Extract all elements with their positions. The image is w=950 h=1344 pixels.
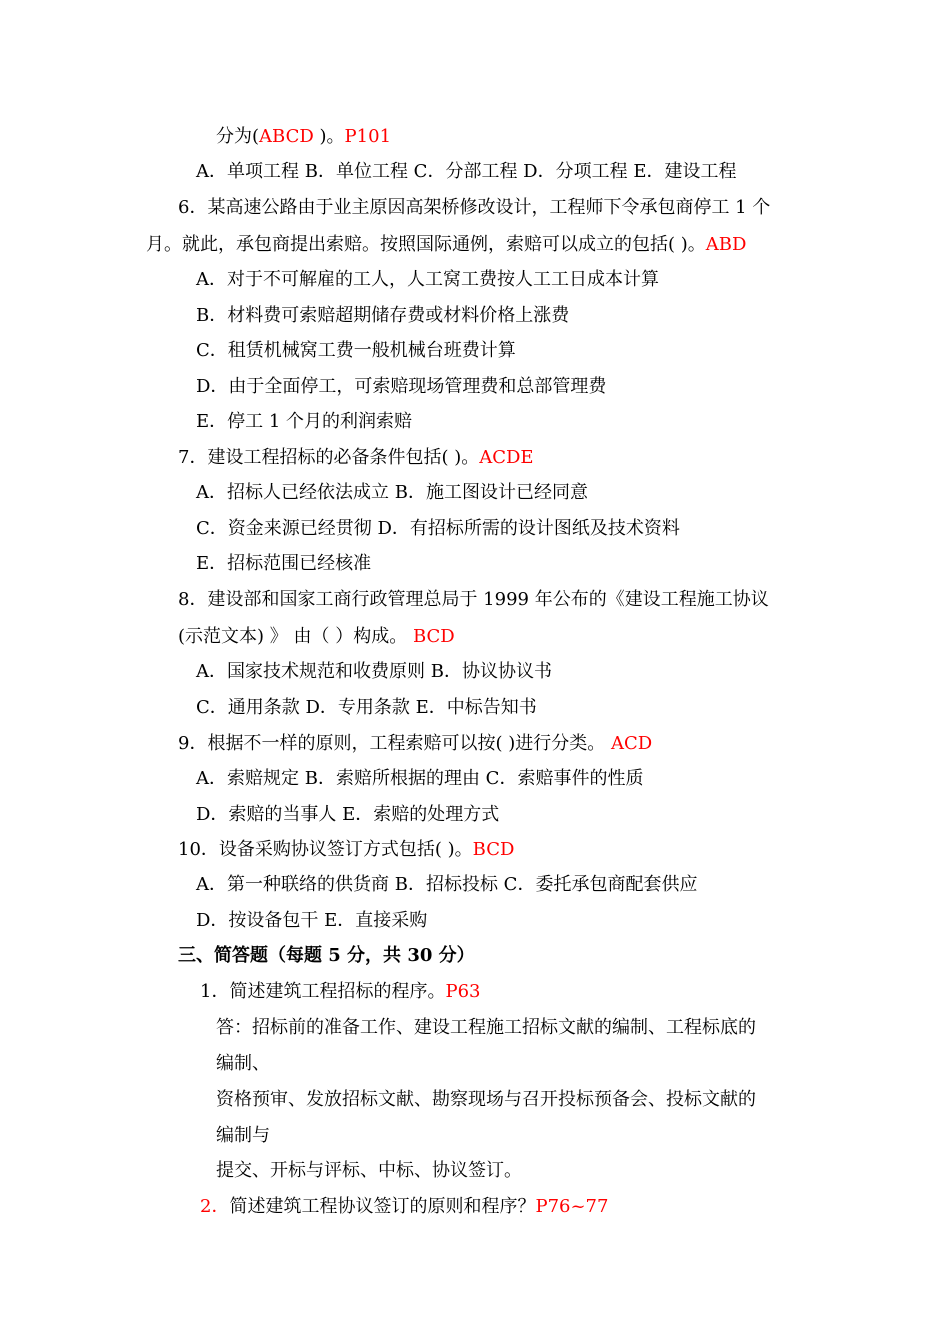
s3-q1-answer-line4: 编制与 [216,1125,270,1146]
q6-text: 月。就此，承包商提出索赔。按照国际通例，索赔可以成立的包括( )。 [146,234,706,255]
q9-text: 9．根据不一样的原则，工程索赔可以按( )进行分类。 [178,733,611,754]
q6-stem-line2 [146,233,746,257]
s3-q1-stem [200,980,480,1004]
s3-q1-page-ref: P63 [445,981,481,1002]
q7-text: 7．建设工程招标的必备条件包括( )。 [178,447,480,468]
section3-heading: 三、简答题（每题 5 分，共 30 分） [178,945,475,966]
q7-options-row3: E．招标范围已经核准 [196,553,372,574]
s3-q2-stem [200,1195,608,1219]
q10-options-row1: A．第一种联络的供货商 B．招标投标 C．委托承包商配套供应 [196,874,698,895]
q5-options: A．单项工程 B．单位工程 C．分部工程 D．分项工程 E．建设工程 [196,161,737,182]
q10-options-row2: D．按设备包干 E．直接采购 [196,910,428,931]
q6-answer: ABD [705,234,747,255]
q10-answer: BCD [472,839,515,860]
q5-stem-tail [216,125,391,149]
q5-text-end: )。 [313,126,345,147]
q6-option-d: D．由于全面停工，可索赔现场管理费和总部管理费 [196,376,607,397]
q8-answer: BCD [412,626,455,647]
q5-text: 分为( [216,126,260,147]
q8-text: (示范文本) 》 由（ ）构成。 [178,626,413,647]
q5-answer: ABCD [259,126,314,147]
s3-q2-page-ref: P76~77 [535,1196,609,1217]
q6-stem-line1: 6．某高速公路由于业主原因高架桥修改设计，工程师下令承包商停工 1 个 [178,197,771,218]
q6-option-a: A．对于不可解雇的工人，人工窝工费按人工工日成本计算 [196,269,659,290]
q8-stem-line2 [178,625,455,649]
s3-q1-answer-line3: 资格预审、发放招标文献、勘察现场与召开投标预备会、投标文献的 [216,1089,756,1110]
s3-q2-text: 简述建筑工程协议签订的原则和程序？ [229,1196,536,1217]
s3-q1-answer-line5: 提交、开标与评标、中标、协议签订。 [216,1160,522,1181]
q7-answer: ACDE [479,447,534,468]
q6-option-e: E．停工 1 个月的利润索赔 [196,411,413,432]
s3-q1-text: 1．简述建筑工程招标的程序。 [200,981,446,1002]
q10-stem [178,838,514,862]
q9-stem [178,732,652,756]
q9-options-row2: D．索赔的当事人 E．索赔的处理方式 [196,804,500,825]
q5-page-ref: P101 [344,126,392,147]
q7-options-row2: C．资金来源已经贯彻 D．有招标所需的设计图纸及技术资料 [196,518,680,539]
q7-stem [178,446,534,470]
s3-q1-answer-line1: 答：招标前的准备工作、建设工程施工招标文献的编制、工程标底的 [216,1017,756,1038]
s3-q1-answer-line2: 编制、 [216,1053,270,1074]
q6-option-c: C．租赁机械窝工费一般机械台班费计算 [196,340,516,361]
q6-option-b: B．材料费可索赔超期储存费或材料价格上涨费 [196,305,570,326]
q7-options-row1: A．招标人已经依法成立 B．施工图设计已经同意 [196,482,588,503]
q8-options-row1: A．国家技术规范和收费原则 B．协议协议书 [196,661,552,682]
q9-options-row1: A．索赔规定 B．索赔所根据的理由 C．索赔事件的性质 [196,768,644,789]
s3-q2-number: 2． [200,1196,230,1217]
q10-text: 10．设备采购协议签订方式包括( )。 [178,839,473,860]
q9-answer: ACD [610,733,653,754]
q8-stem-line1: 8．建设部和国家工商行政管理总局于 1999 年公布的《建设工程施工协议 [178,589,769,610]
q8-options-row2: C．通用条款 D．专用条款 E．中标告知书 [196,697,537,718]
